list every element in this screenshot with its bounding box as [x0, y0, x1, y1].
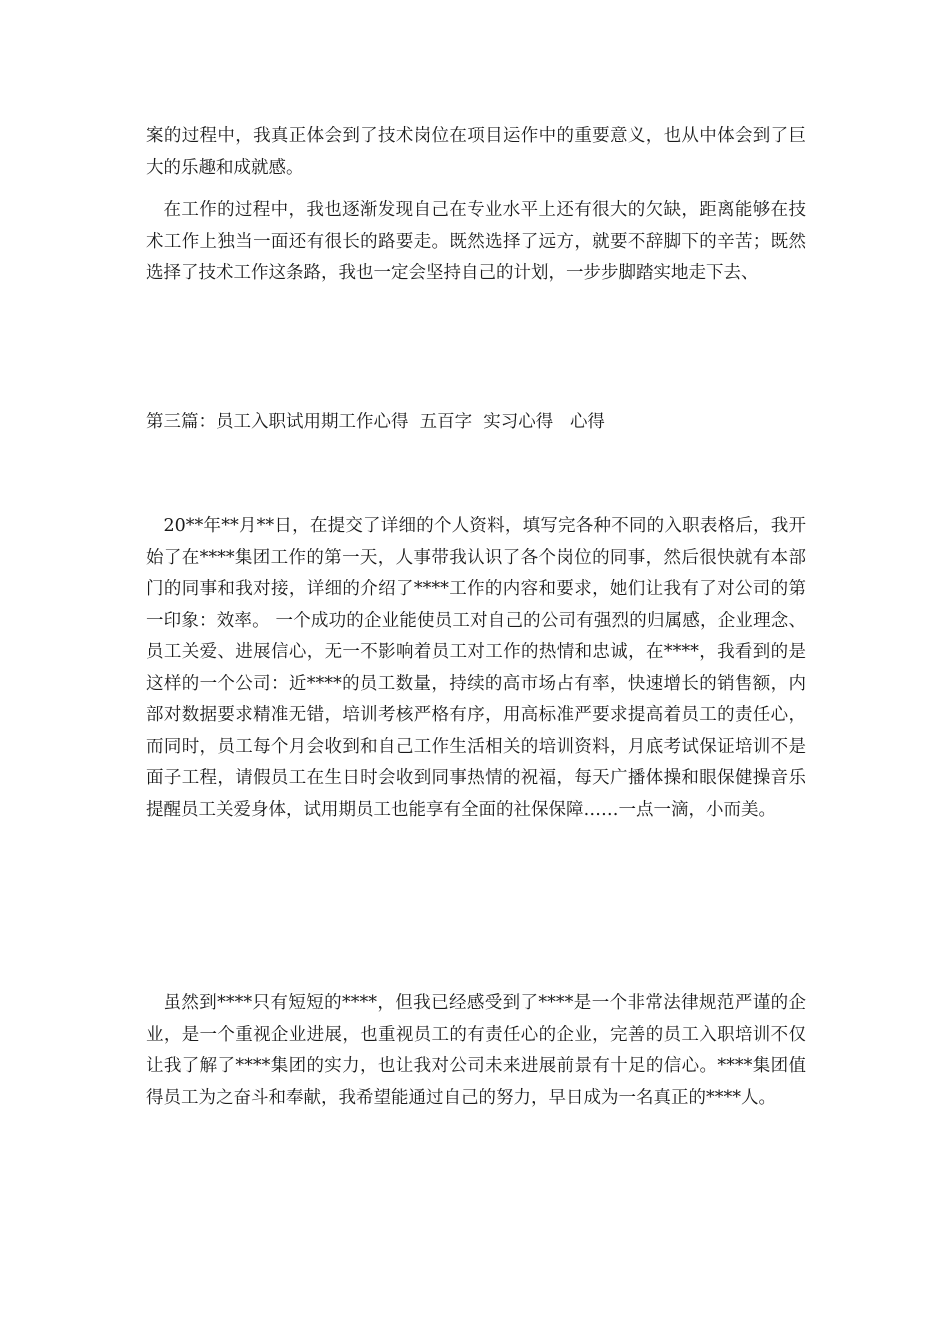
section-heading: 第三篇：员工入职试用期工作心得 五百字 实习心得 心得 [146, 412, 605, 432]
paragraph-conclusion: 虽然到****只有短短的****，但我已经感受到了****是一个非常法律规范严谨的企业，是一个重视企业进展，也重视员工的有责任心的企业，完善的员工入职培训不仅让我了解了****集团的实力，也让我对公司未来进展前景有十足的信心。****集团值得员工为之奋斗和奉献，我希望能通过自己的努力，早日成为一名真正的****人。 [146, 993, 806, 1108]
paragraph-continuation: 案的过程中，我真正体会到了技术岗位在项目运作中的重要意义，也从中体会到了巨大的乐趣和成就感。 [146, 126, 806, 178]
paragraph-first-day: 20**年**月**日，在提交了详细的个人资料，填写完各种不同的入职表格后，我开始了在****集团工作的第一天，人事带我认识了各个岗位的同事，然后很快就有本部门的同事和我对接，详细的介绍了****工作的内容和要求，她们让我有了对公司的第一印象：效率。 一个成功的企业能使员工对自己的公司有强烈的归属感，企业理念、员工关爱、进展信心，无一不影响着员工对工作的热情和忠诚，在****，我看到的是这样的一个公司：近****的员工数量，持续的高市场占有率，快速增长的销售额，内部对数据要求精准无错，培训考核严格有序，用高标准严要求提高着员工的责任心，而同时，员工每个月会收到和自己工作生活相关的培训资料，月底考试保证培训不是面子工程，请假员工在生日时会收到同事热情的祝福，每天广播体操和眼保健操音乐提醒员工关爱身体，试用期员工也能享有全面的社保保障……一点一滴，小而美。 [146, 516, 806, 820]
paragraph-reflection: 在工作的过程中，我也逐渐发现自己在专业水平上还有很大的欠缺，距离能够在技术工作上独当一面还有很长的路要走。既然选择了远方，就要不辞脚下的辛苦；既然选择了技术工作这条路，我也一定会坚持自己的计划，一步步脚踏实地走下去、 [146, 200, 806, 283]
